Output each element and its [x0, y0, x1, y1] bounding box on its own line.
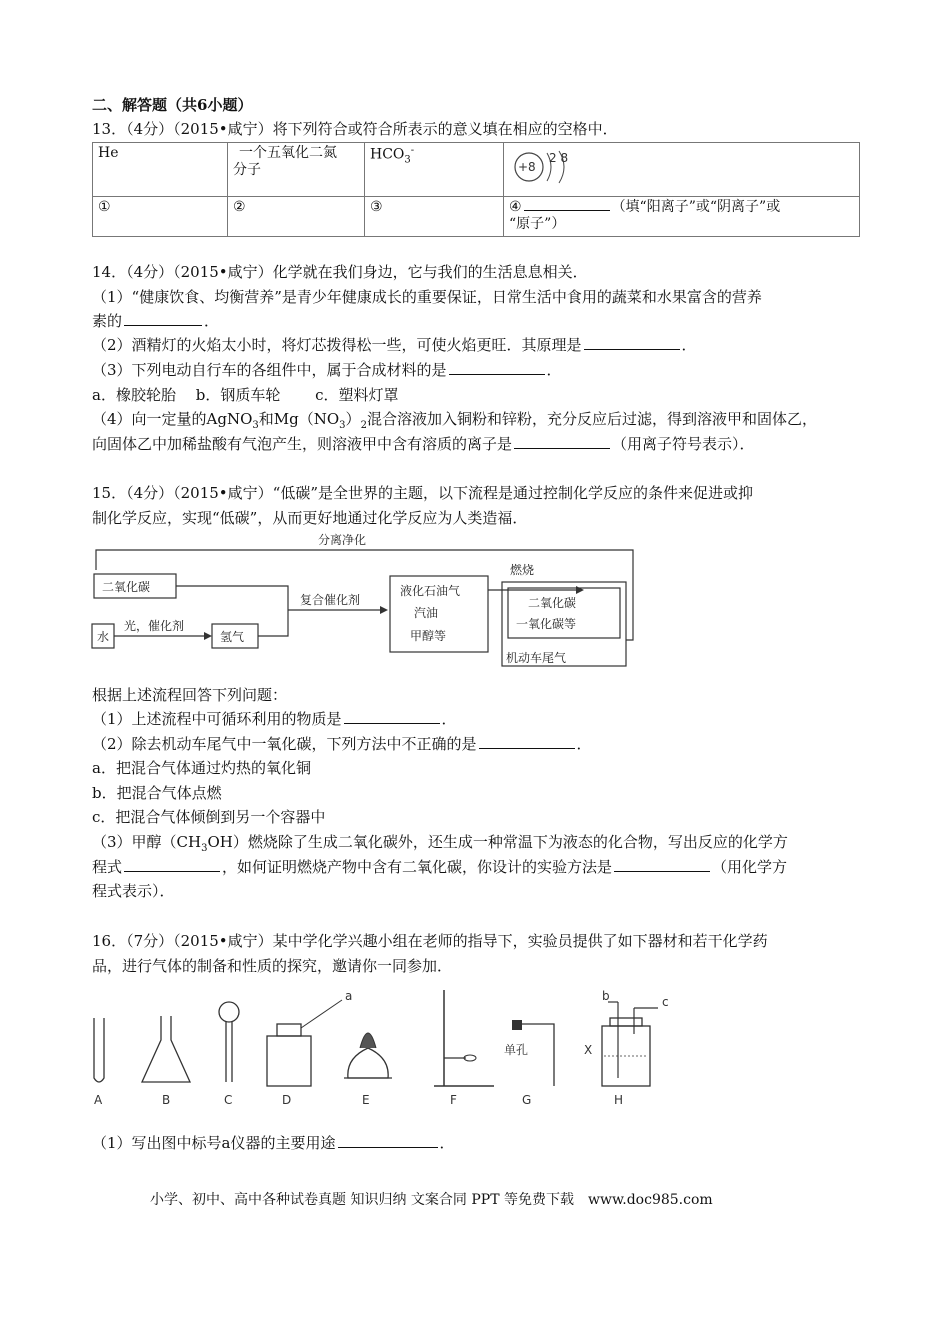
q16-stem-b: 品，进行气体的制备和性质的探究，邀请你一同参加．: [92, 957, 453, 975]
test-tube-a: [94, 1018, 104, 1082]
svg-text:b: b: [602, 989, 610, 1003]
label-gasoline: 汽油: [414, 606, 439, 620]
q15-flow-diagram: [88, 530, 648, 680]
label-b: B: [162, 1093, 171, 1107]
q14-part4b: 向固体乙中加稀盐酸有气泡产生，则溶液甲中含有溶质的离子是 （用离子符号表示）．: [92, 435, 755, 453]
q15-stem-a: 15．（4分）（2015•咸宁）“低碳”是全世界的主题，以下流程是通过控制化学反应的条件来促进或抑: [92, 484, 753, 502]
q14-part1b: 素的 ．: [92, 312, 220, 330]
q13-cell-hco3: $HCO_3^-$: [365, 143, 504, 197]
q16-stem-a: 16．（7分）（2015•咸宁）某中学化学兴趣小组在老师的指导下，实验员提供了如下器材和若干化学药: [92, 932, 768, 950]
label-vehicle-exhaust: 机动车尾气: [506, 651, 567, 665]
svg-text:2 8: 2 8: [549, 151, 569, 165]
svg-text:单孔: 单孔: [504, 1043, 529, 1057]
label-separation-purification: 分离净化: [318, 533, 367, 547]
q15-option-b: b．把混合气体点燃: [92, 784, 222, 802]
q13-answer-2: ②: [228, 196, 365, 236]
page-footer: 小学、初中、高中各种试卷真题 知识归纳 文案合同 PPT 等免费下载 www.doc985.com: [150, 1192, 713, 1208]
q15-option-a: a．把混合气体通过灼热的氧化铜: [92, 759, 311, 777]
label-f: F: [450, 1093, 457, 1107]
q15-part3c: 程式表示）．: [92, 882, 175, 900]
q13-cell-n2o5: 一个五氧化二氮 分子: [228, 143, 365, 197]
svg-text:a: a: [345, 989, 353, 1003]
q13-table: [92, 142, 860, 237]
q13-answer-1: ①: [93, 196, 228, 236]
q15-part1: （1）上述流程中可循环利用的物质是 ．: [92, 710, 457, 728]
label-a: A: [94, 1093, 103, 1107]
label-co2: 二氧化碳: [102, 580, 151, 594]
label-co2-b: 二氧化碳: [528, 596, 577, 610]
section-heading: 二、解答题（共6小题）: [92, 96, 253, 114]
q14-part3: （3）下列电动自行车的各组件中，属于合成材料的是 ．: [92, 361, 562, 379]
q15-part2: （2）除去机动车尾气中一氧化碳，下列方法中不正确的是 ．: [92, 735, 592, 753]
q14-part2: （2）酒精灯的火焰太小时，将灯芯拨得松一些，可使火焰更旺．其原理是 ．: [92, 336, 697, 354]
gas-bottle-d: [267, 989, 352, 1086]
q16-part1: （1）写出图中标号a仪器的主要用途 ．: [92, 1134, 455, 1152]
label-d: D: [282, 1093, 292, 1107]
alcohol-lamp-e: [344, 1033, 392, 1078]
q13-stem: 13．（4分）（2015•咸宁）将下列符合或符合所表示的意义填在相应的空格中．: [92, 120, 618, 138]
q15-intro: 根据上述流程回答下列问题：: [92, 686, 288, 704]
q14-options: a．橡胶轮胎 b．钢质车轮 c．塑料灯罩: [92, 386, 399, 404]
label-lpg: 液化石油气: [400, 584, 461, 598]
label-co: 一氧化碳等: [516, 617, 577, 631]
q15-part3a: （3）甲醇$(CH_3OH)$燃烧除了生成二氧化碳外，还生成一种常温下为液态的化合物，写出反应的化学方: [92, 833, 788, 854]
label-compound-catalyst: 复合催化剂: [300, 593, 361, 607]
stopper-tube-g: [504, 1020, 554, 1086]
wash-bottle-h: [584, 989, 669, 1086]
label-e: E: [362, 1093, 370, 1107]
q13-answer-4: ④ （填“阳离子”或“阴离子”或 “原子”）: [504, 196, 860, 236]
label-hydrogen: 氢气: [220, 630, 245, 644]
q13-cell-atom-diagram: [504, 143, 860, 197]
atom-structure-diagram: [509, 145, 589, 189]
q15-option-c: c．把混合气体倾倒到另一个容器中: [92, 808, 326, 826]
q14-part4a: （4）向一定量的AgNO$_3$和$Mg(NO_3)_2$混合溶液加入铜粉和锌粉，充分反应后过滤，得到溶液甲和固体乙，: [92, 410, 817, 431]
iron-stand-f: [434, 990, 494, 1086]
label-water: 水: [97, 630, 110, 644]
label-methanol: 甲醇等: [410, 629, 447, 643]
label-h: H: [614, 1093, 624, 1107]
svg-text:c: c: [662, 995, 669, 1009]
label-burning: 燃烧: [510, 563, 535, 577]
q15-part3b: 程式 ，如何证明燃烧产物中含有二氧化碳，你设计的实验方法是 （用化学方: [92, 858, 788, 876]
svg-text:+8: +8: [518, 160, 536, 174]
label-light-catalyst: 光，催化剂: [124, 619, 185, 633]
conical-flask-b: [142, 1016, 190, 1082]
q14-part1a: （1）“健康饮食、均衡营养”是青少年健康成长的重要保证，日常生活中食用的蔬菜和水果富含的营养: [92, 288, 762, 306]
q15-stem-b: 制化学反应，实现“低碳”，从而更好地通过化学反应为人类造福．: [92, 509, 528, 527]
q13-answer-3: ③: [365, 196, 504, 236]
q14-stem: 14．（4分）（2015•咸宁）化学就在我们身边，它与我们的生活息息相关．: [92, 263, 588, 281]
label-g: G: [522, 1093, 532, 1107]
q16-apparatus-figure: [84, 978, 704, 1108]
label-c: C: [224, 1093, 233, 1107]
thistle-funnel-c: [219, 1002, 239, 1082]
q13-cell-he: He: [93, 143, 228, 197]
svg-text:X: X: [584, 1043, 593, 1057]
